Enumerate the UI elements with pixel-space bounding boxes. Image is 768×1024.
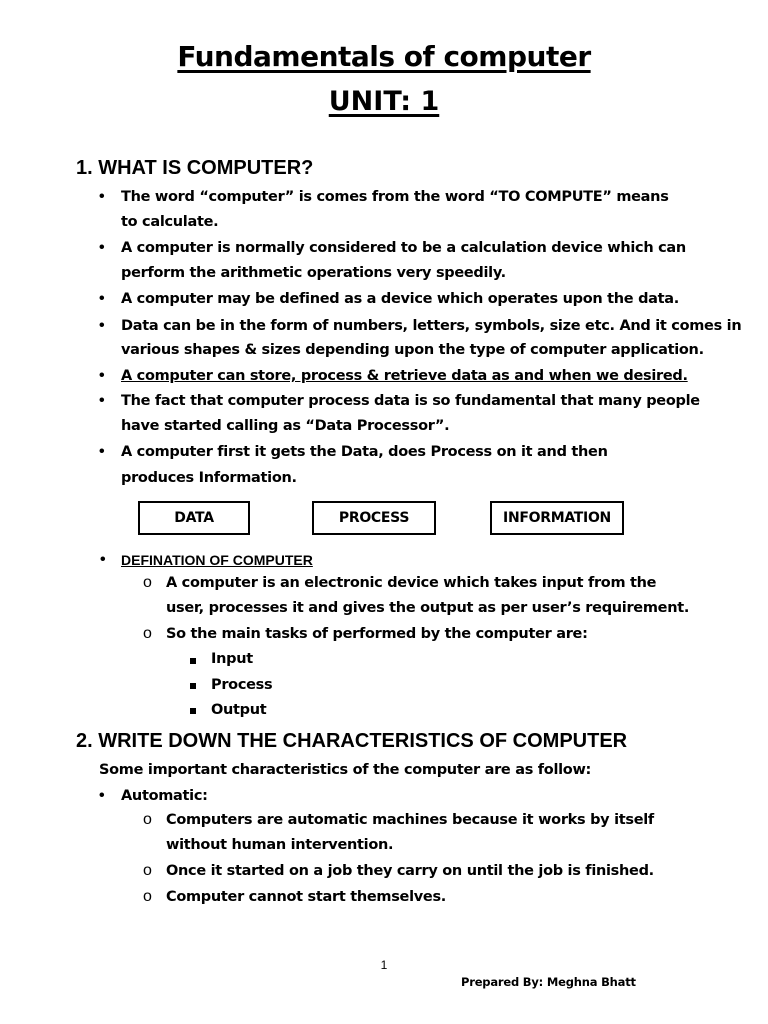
task-input: Input [211, 651, 253, 667]
page-number: 1 [380, 958, 388, 972]
circle-marker: o [143, 811, 152, 828]
circle-marker: o [143, 574, 152, 591]
automatic-bullet: Automatic: [121, 788, 208, 804]
square-marker [190, 658, 196, 664]
section-2-intro: Some important characteristics of the computer are as follow: [99, 762, 592, 778]
flow-box-information: INFORMATION [490, 501, 624, 535]
bullet-marker: • [99, 290, 105, 307]
bullet-marker: • [99, 392, 105, 409]
circle-marker: o [143, 862, 152, 879]
bullet-marker: • [99, 367, 105, 384]
automatic-item-2-line-1: Once it started on a job they carry on until the job is finished. [166, 863, 654, 879]
bullet-5-line-1: A computer can store, process & retrieve data as and when we desired. [121, 368, 688, 384]
bullet-marker: • [99, 443, 105, 460]
square-marker [190, 708, 196, 714]
bullet-6-line-2: have started calling as “Data Processor”. [121, 418, 450, 434]
bullet-2-line-2: perform the arithmetic operations very speedily. [121, 265, 506, 281]
bullet-1-line-1: The word “computer” is comes from the word “TO COMPUTE” means [121, 189, 669, 205]
definition-item-2-line-1: So the main tasks of performed by the computer are: [166, 626, 588, 642]
document-title: Fundamentals of computer [177, 40, 591, 73]
circle-marker: o [143, 625, 152, 642]
circle-marker: o [143, 888, 152, 905]
square-marker [190, 683, 196, 689]
bullet-4-line-2: various shapes & sizes depending upon the type of computer application. [121, 342, 704, 358]
bullet-3-line-1: A computer may be defined as a device which operates upon the data. [121, 291, 679, 307]
bullet-marker: • [99, 239, 105, 256]
flow-box-process: PROCESS [312, 501, 436, 535]
section-1-heading: 1. WHAT IS COMPUTER? [76, 157, 314, 179]
bullet-marker: • [99, 188, 105, 205]
definition-item-1-line-2: user, processes it and gives the output as per user’s requirement. [166, 600, 690, 616]
automatic-item-3-line-1: Computer cannot start themselves. [166, 889, 446, 905]
unit-title: UNIT: 1 [328, 86, 440, 117]
definition-heading: DEFINATION OF COMPUTER [121, 552, 313, 568]
bullet-marker: • [100, 551, 106, 568]
automatic-item-1-line-1: Computers are automatic machines because it works by itself [166, 812, 654, 828]
bullet-6-line-1: The fact that computer process data is so fundamental that many people [121, 393, 700, 409]
section-2-heading: 2. WRITE DOWN THE CHARACTERISTICS OF COMPUTER [76, 730, 628, 752]
bullet-4-line-1: Data can be in the form of numbers, letters, symbols, size etc. And it comes in [121, 318, 742, 334]
bullet-marker: • [99, 317, 105, 334]
task-output: Output [211, 702, 267, 718]
bullet-1-line-2: to calculate. [121, 214, 219, 230]
bullet-7-line-2: produces Information. [121, 470, 297, 486]
prepared-by: Prepared By: Meghna Bhatt [461, 975, 636, 989]
task-process: Process [211, 677, 273, 693]
bullet-2-line-1: A computer is normally considered to be a calculation device which can [121, 240, 686, 256]
flow-box-data: DATA [138, 501, 250, 535]
bullet-7-line-1: A computer first it gets the Data, does Process on it and then [121, 444, 608, 460]
definition-item-1-line-1: A computer is an electronic device which takes input from the [166, 575, 657, 591]
bullet-marker: • [99, 787, 105, 804]
automatic-item-1-line-2: without human intervention. [166, 837, 394, 853]
